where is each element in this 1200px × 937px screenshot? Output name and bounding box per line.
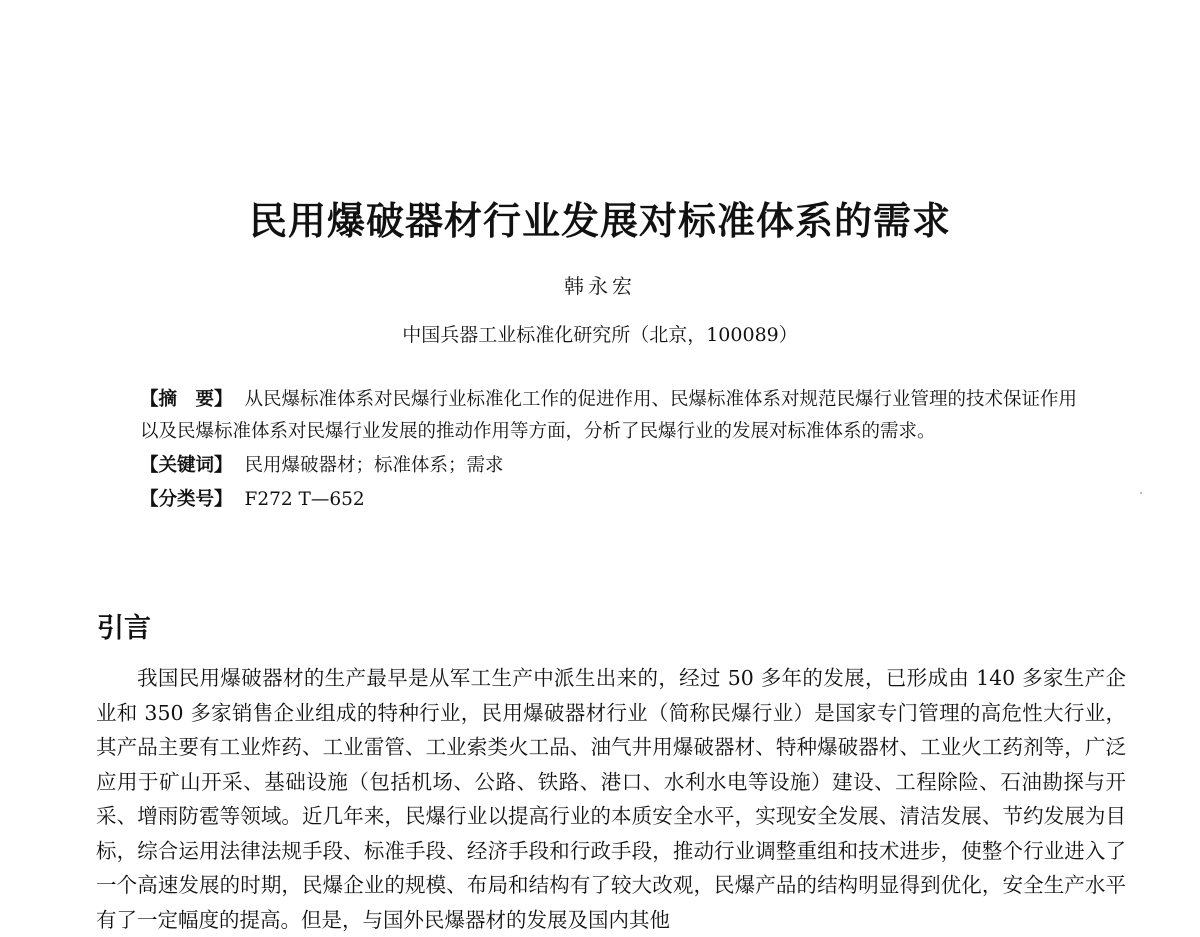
keywords-text: 民用爆破器材；标准体系；需求 <box>244 455 504 476</box>
intro-paragraph: 我国民用爆破器材的生产最早是从军工生产中派生出来的，经过 50 多年的发展，已形成由 140 多家生产企业和 350 多家销售企业组成的特种行业，民用爆破器材行业（简称民爆行业）是国家专门管理的高危性大行业，其产品主要有工业炸药、工业雷管、工业索类火工品、油气井用爆破器材、特种爆破器材、工业火工药剂等，广泛应用于矿山开采、基础设施（包括机场、公路、铁路、港口、水利水电等设施）建设、工程除险、石油勘探与开采、增雨防雹等领域。近几年来，民爆行业以提高行业的本质安全水平，实现安全发展、清洁发展、节约发展为目标，综合运用法律法规手段、标准手段、经济手段和行政手段，推动行业调整重组和技术进步，使整个行业进入了一个高速发展的时期，民爆企业的规模、布局和结构有了较大改观，民爆产品的结构明显得到优化，安全生产水平有了一定幅度的提高。但是，与国外民爆器材的发展及国内其他 <box>96 666 1126 932</box>
abstract-label: 【摘 要】 <box>140 389 233 410</box>
abstract-block <box>140 384 1080 516</box>
keywords <box>140 450 1080 482</box>
author-name: 韩永宏 <box>564 274 636 298</box>
abstract-text: 从民爆标准体系对民爆行业标准化工作的促进作用、民爆标准体系对规范民爆行业管理的技术保证作用以及民爆标准体系对民爆行业发展的推动作用等方面，分析了民爆行业的发展对标准体系的需求。 <box>140 389 1078 442</box>
author-affiliation: 中国兵器工业标准化研究所（北京，100089） <box>402 324 798 346</box>
classification-text: F272 T—652 <box>244 489 365 510</box>
scan-speck <box>1140 492 1142 494</box>
paper-title: 民用爆破器材行业发展对标准体系的需求 <box>248 199 951 243</box>
keywords-label: 【关键词】 <box>140 455 233 476</box>
classification <box>140 484 1080 516</box>
classification-label: 【分类号】 <box>140 489 233 510</box>
section-heading: 引言 <box>97 613 151 644</box>
abstract <box>140 384 1080 448</box>
